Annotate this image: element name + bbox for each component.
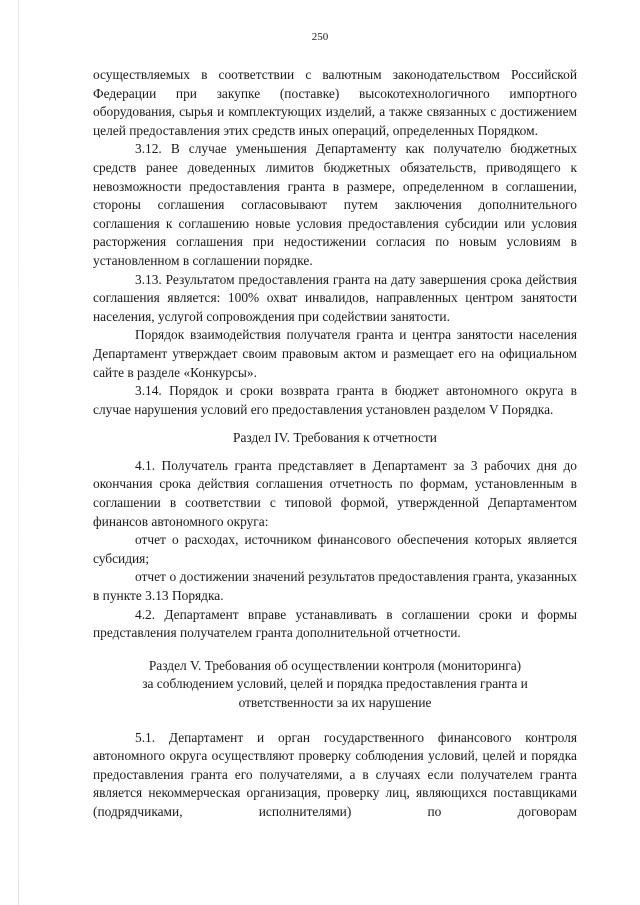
- section-heading-v-line-2: за соблюдением условий, целей и порядка предоставления гранта и: [142, 676, 528, 692]
- section-heading-v: [93, 657, 577, 713]
- paragraph-interaction-order: Порядок взаимодействия получателя гранта и центра занятости населения Департамент утверждает своим правовым актом и размещает его на официальном сайте в разделе «Конкурсы».: [93, 327, 577, 380]
- paragraph-continuation: осуществляемых в соответствии с валютным законодательством Российской Федерации при закупке (поставке) высокотехнологичного импортного оборудования, сырья и комплектующих изделий, а также связанных с достижением целей предоставления этих средств иных операций, определенных Порядком.: [93, 67, 577, 138]
- paragraph-report-expenses: отчет о расходах, источником финансового обеспечения которых является субсидия;: [93, 532, 577, 566]
- document-body: [93, 66, 577, 822]
- paragraph-5-1: 5.1. Департамент и орган государственного финансового контроля автономного округа осуществляют проверку соблюдения условий, целей и порядка предоставления гранта его получателями, а в случаях если получателем гранта является некоммерческая организация, проверку лиц, являющихся поставщиками (подрядчиками, исполнителями) по договорам: [93, 729, 577, 819]
- paragraph-3-13: 3.13. Результатом предоставления гранта на дату завершения срока действия соглашения является: 100% охват инвалидов, направленных центром занятости населения, услугой сопровождения при содействии занятости.: [93, 271, 577, 324]
- paragraph-4-2: 4.2. Департамент вправе устанавливать в соглашении сроки и формы представления получателем гранта дополнительной отчетности.: [93, 606, 577, 641]
- paragraph-3-12: 3.12. В случае уменьшения Департаменту как получателю бюджетных средств ранее доведенных лимитов бюджетных обязательств, приводящего к невозможности предоставления гранта в размере, определенном в соглашении, стороны соглашения согласовывают путем заключения дополнительного соглашения к соглашению новые условия предоставления субсидии или условия расторжения соглашения при недостижении согласия по новым условиям в установленном в соглашении порядке.: [93, 141, 577, 268]
- section-heading-iv: Раздел IV. Требования к отчетности: [233, 430, 437, 446]
- scan-edge: [18, 0, 19, 905]
- paragraph-3-14: 3.14. Порядок и сроки возврата гранта в бюджет автономного округа в случае нарушения условий его предоставления установлен разделом V Порядка.: [93, 383, 577, 417]
- page-number: 250: [311, 31, 329, 43]
- section-heading-v-line-3: ответственности за их нарушение: [238, 695, 432, 710]
- section-heading-v-line-1: Раздел V. Требования об осуществлении контроля (мониторинга): [148, 657, 522, 673]
- paragraph-4-1: 4.1. Получатель гранта представляет в Департамент за 3 рабочих дня до окончания срока действия соглашения отчетность по формам, установленным в соглашении в соответствии с типовой формой, утвержденной Департаментом финансов автономного округа:: [93, 457, 577, 529]
- paragraph-report-results: отчет о достижении значений результатов предоставления гранта, указанных в пункте 3.13 Порядка.: [93, 569, 577, 604]
